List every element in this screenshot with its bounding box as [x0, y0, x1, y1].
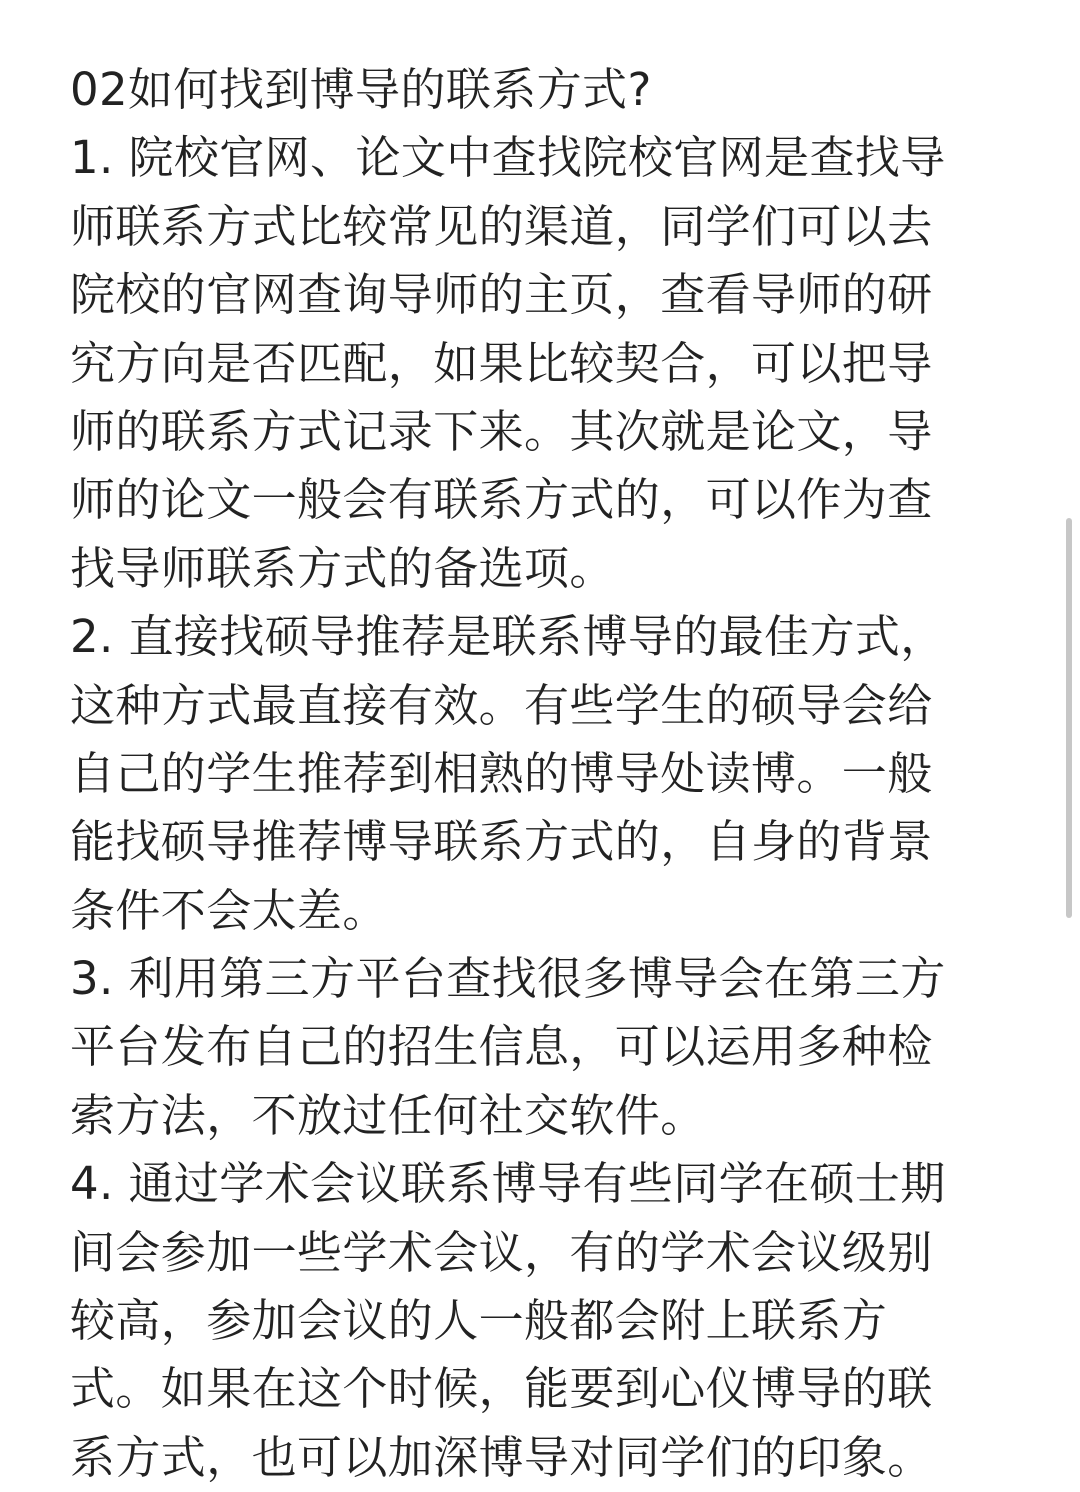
note-line: 条件不会太差。 — [70, 883, 388, 937]
note-line: 师的论文一般会有联系方式的，可以作为查 — [70, 473, 933, 527]
note-line: 间会参加一些学术会议，有的学术会议级别 — [70, 1225, 933, 1279]
note-line: 式。如果在这个时候，能要到心仪博导的联 — [70, 1362, 933, 1416]
note-line: 1. 院校官网、论文中查找院校官网是查找导 — [70, 131, 946, 185]
note-line: 能找硕导推荐博导联系方式的，自身的背景 — [70, 815, 933, 869]
note-line: 系方式，也可以加深博导对同学们的印象。 — [70, 1430, 933, 1484]
note-line: 这种方式最直接有效。有些学生的硕导会给 — [70, 678, 933, 732]
note-line: 平台发布自己的招生信息，可以运用多种检 — [70, 1020, 933, 1074]
note-heading: 02如何找到博导的联系方式? — [70, 63, 652, 116]
note-line: 究方向是否匹配，如果比较契合，可以把导 — [70, 336, 933, 390]
note-line: 院校的官网查询导师的主页，查看导师的研 — [70, 268, 933, 322]
note-line: 较高，参加会议的人一般都会附上联系方 — [70, 1294, 888, 1348]
scrollbar-thumb[interactable] — [1066, 518, 1072, 918]
note-line: 4. 通过学术会议联系博导有些同学在硕士期 — [70, 1157, 946, 1211]
note-line: 索方法，不放过任何社交软件。 — [70, 1088, 706, 1142]
note-line: 师联系方式比较常见的渠道，同学们可以去 — [70, 199, 933, 253]
note-line: 师的联系方式记录下来。其次就是论文，导 — [70, 404, 933, 458]
note-line: 3. 利用第三方平台查找很多博导会在第三方 — [70, 952, 946, 1006]
note-body — [70, 56, 990, 1492]
note-line: 找导师联系方式的备选项。 — [70, 541, 615, 595]
note-line: 2. 直接找硕导推荐是联系博导的最佳方式， — [70, 610, 946, 664]
note-line: 自己的学生推荐到相熟的博导处读博。一般 — [70, 746, 933, 800]
